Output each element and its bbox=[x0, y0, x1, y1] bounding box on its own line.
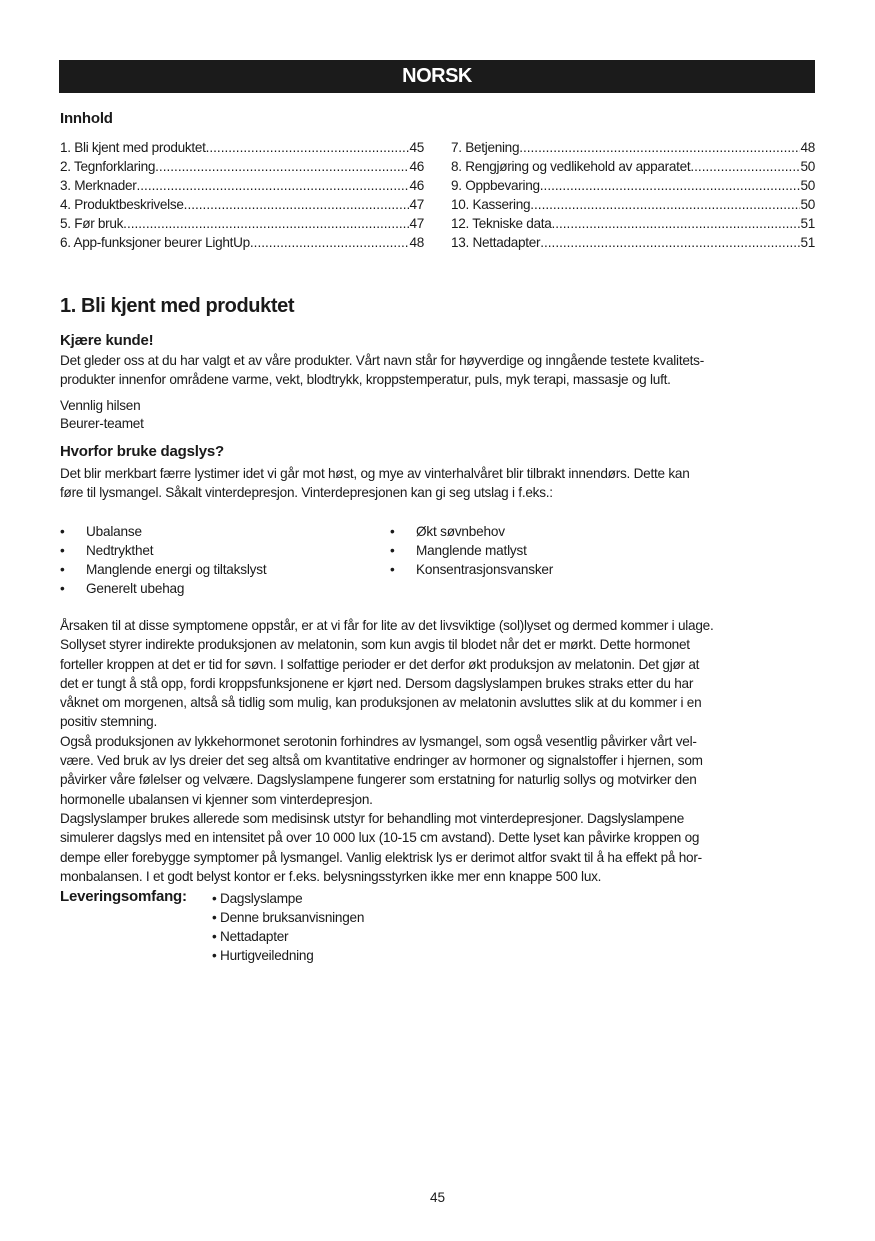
toc-entry-page: 51 bbox=[800, 235, 815, 250]
toc-entry[interactable] bbox=[451, 233, 815, 252]
toc-title: Innhold bbox=[60, 110, 113, 127]
toc-leader-dots bbox=[690, 157, 800, 176]
list-item bbox=[60, 579, 266, 598]
delivery-item: • Hurtigveiledning bbox=[212, 948, 314, 963]
toc-entry-label: 8. Rengjøring og vedlikehold av apparatet bbox=[451, 159, 691, 174]
list-item-text: Manglende matlyst bbox=[416, 543, 527, 558]
toc-entry-label: 3. Merknader bbox=[60, 178, 137, 193]
toc-right bbox=[451, 138, 815, 252]
bullet-icon: • bbox=[60, 562, 65, 577]
list-item-text: Generelt ubehag bbox=[86, 581, 185, 596]
text-line: Det blir merkbart færre lystimer idet vi går mot høst, og mye av vinterhalvåret blir tilbrakt innendørs. Dette kan bbox=[60, 466, 690, 481]
list-item bbox=[60, 541, 266, 560]
text-line: dempe eller forebygge symptomer på lysmangel. Vanlig elektrisk lys er derimot altfor svakt til å ha effekt på hor- bbox=[60, 849, 702, 865]
list-item bbox=[60, 522, 266, 541]
bullet-icon: • bbox=[390, 543, 395, 558]
toc-entry-page: 50 bbox=[800, 197, 815, 212]
toc-entry[interactable] bbox=[451, 176, 815, 195]
text-line: forteller kroppen at det er tid for søvn. I solfattige perioder er det derfor økt produksjon av melatonin. Det gjør at bbox=[60, 656, 700, 672]
toc-entry-page: 45 bbox=[409, 140, 424, 155]
toc-entry-page: 50 bbox=[800, 178, 815, 193]
bullet-icon: • bbox=[60, 524, 65, 539]
why-intro-paragraph bbox=[60, 464, 690, 503]
symptom-list-left bbox=[60, 522, 266, 598]
text-line: det er tungt å stå opp, fordi kroppsfunksjonene er kjørt ned. Dersom dagslyslampen brukes straks etter du har bbox=[60, 675, 694, 691]
toc-entry-page: 46 bbox=[409, 159, 424, 174]
toc-entry[interactable] bbox=[60, 138, 424, 157]
toc-entry[interactable] bbox=[60, 195, 424, 214]
text-line: Dagslyslamper brukes allerede som medisinsk utstyr for behandling mot vinterdepresjoner. Dagslyslampene bbox=[60, 810, 685, 826]
text-line: produkter innenfor områdene varme, vekt, blodtrykk, kroppstemperatur, puls, myk terapi, massasje og luft. bbox=[60, 372, 671, 388]
list-item-text: Nedtrykthet bbox=[86, 543, 154, 558]
toc-entry-label: 12. Tekniske data bbox=[451, 216, 552, 231]
toc-leader-dots bbox=[184, 195, 410, 214]
toc-leader-dots bbox=[530, 195, 800, 214]
toc-entry-label: 9. Oppbevaring bbox=[451, 178, 540, 193]
toc-entry[interactable] bbox=[451, 214, 815, 233]
toc-leader-dots bbox=[551, 214, 800, 233]
text-line: Årsaken til at disse symptomene oppstår, er at vi får for lite av det livsviktige (sol)lyset og dermed kommer i ulage. bbox=[60, 618, 714, 633]
list-item-text: Økt søvnbehov bbox=[416, 524, 505, 539]
signoff bbox=[60, 397, 144, 433]
greeting-heading: Kjære kunde! bbox=[60, 332, 154, 349]
bullet-icon: • bbox=[60, 581, 65, 596]
toc-entry-page: 47 bbox=[409, 216, 424, 231]
list-item bbox=[60, 560, 266, 579]
page-number: 45 bbox=[429, 1190, 446, 1205]
text-line: føre til lysmangel. Såkalt vinterdepresjon. Vinterdepresjonen kan gi seg utslag i f.eks.: bbox=[60, 485, 553, 501]
toc-entry[interactable] bbox=[451, 138, 815, 157]
delivery-item: • Denne bruksanvisningen bbox=[212, 910, 365, 925]
text-line: være. Ved bruk av lys dreier det seg altså om kvantitative endringer av hormoner og signalstoffer i hjernen, som bbox=[60, 753, 703, 769]
toc-entry-label: 2. Tegnforklaring bbox=[60, 159, 156, 174]
delivery-item: • Dagslyslampe bbox=[212, 891, 303, 906]
text-line: monbalansen. I et godt belyst kontor er f.eks. belysningsstyrken ikke mer enn knappe 500 lux. bbox=[60, 868, 602, 884]
list-item bbox=[390, 522, 553, 541]
text-line: våknet om morgenen, altså så tidlig som mulig, kan produksjonen av melatonin avsluttes slik at du kommer i en bbox=[60, 695, 702, 711]
list-item bbox=[390, 541, 553, 560]
toc-leader-dots bbox=[137, 176, 410, 195]
list-item bbox=[390, 560, 553, 579]
bullet-icon: • bbox=[60, 543, 65, 558]
text-line: Vennlig hilsen bbox=[60, 398, 141, 413]
delivery-label: Leveringsomfang: bbox=[60, 888, 187, 905]
toc-leader-dots bbox=[123, 214, 409, 233]
toc-leader-dots bbox=[540, 233, 800, 252]
toc-entry-page: 47 bbox=[409, 197, 424, 212]
text-line: påvirker våre følelser og velvære. Dagslyslampene fungerer som erstatning for naturlig sollys og motvirker den bbox=[60, 772, 697, 788]
toc-entry-page: 51 bbox=[800, 216, 815, 231]
text-line: positiv stemning. bbox=[60, 714, 157, 730]
delivery-list bbox=[212, 889, 364, 965]
toc-entry-page: 48 bbox=[409, 235, 424, 250]
text-line: Også produksjonen av lykkehormonet serotonin forhindres av lysmangel, som også vesentlig påvirker vårt vel- bbox=[60, 733, 697, 749]
toc-entry-label: 5. Før bruk bbox=[60, 216, 124, 231]
toc-entry[interactable] bbox=[60, 157, 424, 176]
toc-entry[interactable] bbox=[60, 233, 424, 252]
symptom-list-right bbox=[390, 522, 553, 579]
toc-entry[interactable] bbox=[60, 176, 424, 195]
text-line: Sollyset styrer indirekte produksjonen av melatonin, som kun avgis til blodet når det er mørkt. Dette hormonet bbox=[60, 637, 690, 653]
bullet-icon: • bbox=[390, 562, 395, 577]
body-paragraphs bbox=[60, 616, 714, 886]
list-item-text: Manglende energi og tiltakslyst bbox=[86, 562, 267, 577]
text-line: Beurer-teamet bbox=[60, 416, 144, 431]
toc-entry[interactable] bbox=[60, 214, 424, 233]
toc-entry[interactable] bbox=[451, 157, 815, 176]
text-line: Det gleder oss at du har valgt et av våre produkter. Vårt navn står for høyverdige og inngående testete kvalitets- bbox=[60, 353, 705, 368]
toc-leader-dots bbox=[155, 157, 409, 176]
toc-leader-dots bbox=[519, 138, 800, 157]
text-line: hormonelle ubalansen vi kjenner som vinterdepresjon. bbox=[60, 791, 373, 807]
list-item-text: Konsentrasjonsvansker bbox=[416, 562, 554, 577]
bullet-icon: • bbox=[390, 524, 395, 539]
toc-entry-label: 1. Bli kjent med produktet bbox=[60, 140, 206, 155]
toc-entry-label: 6. App-funksjoner beurer LightUp bbox=[60, 235, 250, 250]
delivery-item: • Nettadapter bbox=[212, 929, 289, 944]
toc-leader-dots bbox=[540, 176, 801, 195]
why-heading: Hvorfor bruke dagslys? bbox=[60, 443, 224, 460]
toc-entry-page: 46 bbox=[409, 178, 424, 193]
toc-leader-dots bbox=[206, 138, 410, 157]
list-item-text: Ubalanse bbox=[86, 524, 142, 539]
toc-entry-label: 13. Nettadapter bbox=[451, 235, 541, 250]
toc-leader-dots bbox=[250, 233, 410, 252]
toc-entry-page: 50 bbox=[800, 159, 815, 174]
toc-entry-label: 7. Betjening bbox=[451, 140, 520, 155]
toc-entry-page: 48 bbox=[800, 140, 815, 155]
toc-left bbox=[60, 138, 424, 252]
toc-entry-label: 10. Kassering bbox=[451, 197, 531, 212]
text-line: simulerer dagslys med en intensitet på over 10 000 lux (10-15 cm avstand). Dette lyset kan påvirke kroppen og bbox=[60, 830, 700, 846]
language-banner: NORSK bbox=[59, 60, 815, 93]
section-title: 1. Bli kjent med produktet bbox=[60, 295, 295, 317]
intro-paragraph bbox=[60, 351, 704, 390]
toc-entry[interactable] bbox=[451, 195, 815, 214]
toc-entry-label: 4. Produktbeskrivelse bbox=[60, 197, 184, 212]
